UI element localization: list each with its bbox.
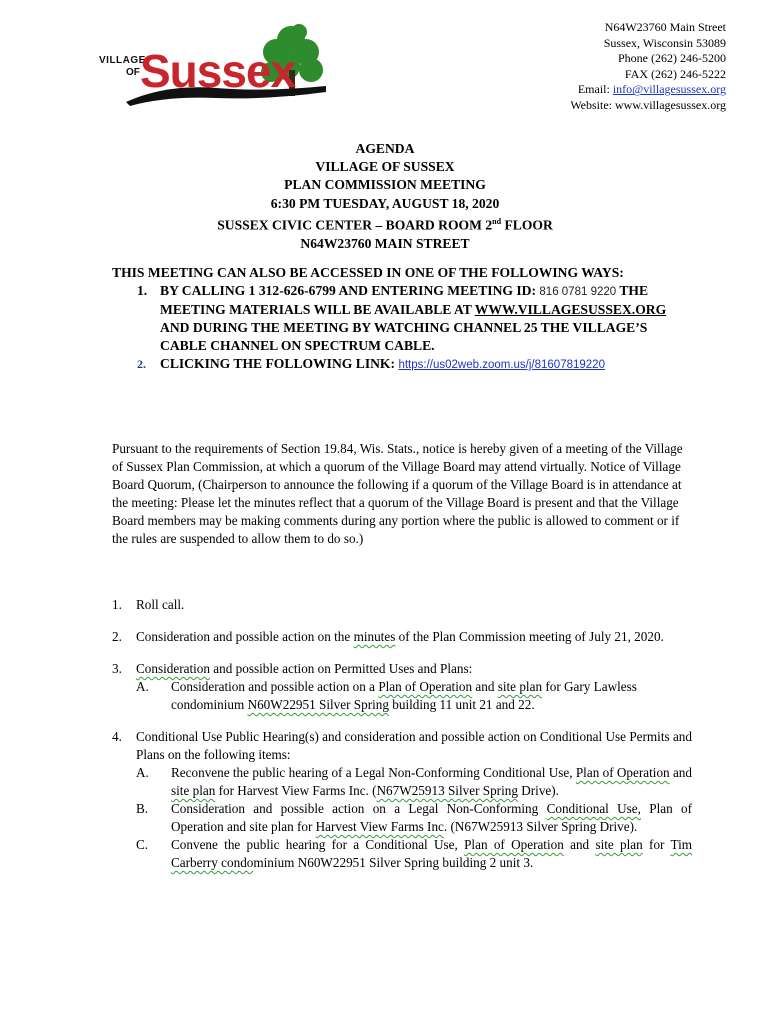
sub-item-text: Consideration and possible action on a Legal Non-Conforming — [171, 801, 547, 816]
agenda-item-minutes — [112, 628, 692, 646]
sub-item-underlined-text: Conditional Use, — [546, 801, 641, 816]
sub-item-text: for — [642, 837, 671, 852]
item-text: Consideration and possible action on the — [136, 629, 354, 644]
sub-item-letter: B. — [136, 801, 149, 816]
sub-item-text: for Gary Lawless condominium — [171, 679, 637, 712]
sub-item-letter: A. — [136, 679, 149, 694]
access-materials-text: THE MEETING MATERIALS WILL BE AVAILABLE AT — [160, 283, 649, 317]
logo-sussex-text: Sussex — [140, 45, 296, 97]
sub-item-3a — [136, 678, 692, 714]
village-logo — [96, 22, 332, 108]
sub-item-4a — [136, 764, 692, 800]
sub-item-letter: A. — [136, 765, 149, 780]
logo-of-text: OF — [126, 67, 140, 78]
logo-village-text: VILLAGE — [99, 55, 146, 66]
address-block — [570, 20, 726, 114]
item-underlined-text: minutes — [353, 629, 396, 644]
item-number: 4. — [112, 729, 122, 744]
sub-item-text: . (N67W25913 Silver Spring Drive). — [443, 819, 638, 834]
sub-item-4b — [136, 800, 692, 836]
access-item-phone — [112, 282, 692, 355]
agenda-item-conditional-use — [112, 728, 692, 872]
sub-item-text: and — [472, 679, 498, 694]
access-item-number: 2. — [137, 357, 146, 371]
item-number: 2. — [112, 629, 122, 644]
item-text: Conditional Use Public Hearing(s) and consideration and possible action on Conditional Use Permits and Plans on the following items: — [136, 729, 692, 762]
meeting-id: 816 0781 9220 — [539, 286, 617, 298]
item-text: and possible action on Permitted Uses and Plans: — [210, 661, 473, 676]
access-item-link — [112, 355, 692, 374]
item-underlined-text: Consideration — [136, 661, 210, 676]
email-link[interactable]: info@villagesussex.org — [612, 82, 726, 97]
title-location-floor: FLOOR — [501, 217, 553, 233]
access-link-text: CLICKING THE FOLLOWING LINK: — [160, 356, 396, 371]
access-channel-text: AND DURING THE MEETING BY WATCHING CHANNEL 25 THE VILLAGE’S CABLE CHANNEL ON SPECTRUM CABLE. — [160, 320, 648, 353]
access-list — [112, 282, 692, 374]
sub-item-text: for Harvest View Farms Inc. ( — [215, 783, 377, 798]
sub-item-underlined-text: Harvest View Farms Inc — [315, 819, 444, 834]
agenda-items — [112, 596, 692, 886]
sub-item-letter: C. — [136, 837, 149, 852]
access-item-number: 1. — [137, 283, 148, 298]
sub-item-text: Plan of Operation and site plan for — [171, 801, 692, 834]
sub-item-underlined-text: N67W25913 Silver Spring — [376, 783, 518, 798]
access-intro: THIS MEETING CAN ALSO BE ACCESSED IN ONE OF THE FOLLOWING WAYS: — [112, 265, 624, 280]
email-label: Email: — [577, 82, 610, 97]
sub-item-text: and — [669, 765, 692, 780]
title-datetime: 6:30 PM TUESDAY, AUGUST 18, 2020 — [270, 195, 500, 211]
sub-item-4c — [136, 836, 692, 872]
sub-item-text: Drive). — [517, 783, 559, 798]
item-number: 3. — [112, 661, 122, 676]
agenda-item-permitted-uses — [112, 660, 692, 714]
title-agenda: AGENDA — [355, 141, 415, 156]
sub-item-underlined-text: Plan of Operation — [378, 679, 473, 694]
sub-item-underlined-text: Plan of Operation — [575, 765, 670, 780]
access-instructions — [112, 264, 692, 374]
sub-item-underlined-text: Plan of Operation — [464, 837, 564, 852]
agenda-item-roll-call — [112, 596, 692, 614]
sub-item-underlined-text: site plan — [595, 837, 643, 852]
title-meeting: PLAN COMMISSION MEETING — [284, 177, 486, 193]
address-website: Website: www.villagesussex.org — [570, 97, 726, 112]
sub-item-text: minium N60W22951 Silver Spring building 2 unit 3. — [253, 855, 534, 870]
item-text: Roll call. — [136, 597, 185, 612]
address-street: N64W23760 Main Street — [604, 20, 726, 34]
title-location-sup: nd — [492, 216, 502, 226]
address-email-line — [570, 82, 726, 98]
title-location-text: SUSSEX CIVIC CENTER – BOARD ROOM 2 — [217, 217, 493, 233]
sub-item-underlined-text: site plan — [497, 679, 543, 694]
sub-item-underlined-text: N60W22951 Silver Spring — [247, 697, 389, 712]
sub-item-underlined-text: Tim Carberry condo — [171, 837, 692, 870]
sub-item-text: building 11 unit 21 and 22. — [388, 697, 535, 712]
quorum-notice: Pursuant to the requirements of Section 19.84, Wis. Stats., notice is hereby given of a meeting of the Village of Sussex Plan Commission, at which a quorum of the Village Board may attend virtually. Notice of Village Board Quorum, (Chairperson to announce the following if a quorum of the Village Board is in attendance at the meeting: Please let the minutes reflect that a quorum of the Village Board is present and that the Village Board members may be making comments during any portion where the public is allowed to comment or if the rules are suspended to allow them to do so.) — [112, 441, 683, 546]
title-village: VILLAGE OF SUSSEX — [315, 159, 455, 175]
zoom-link[interactable]: https://us02web.zoom.us/j/81607819220 — [398, 359, 605, 371]
sub-item-text: Reconvene the public hearing of a Legal Non-Conforming Conditional Use, — [171, 765, 576, 780]
item-text: of the Plan Commission meeting of July 21, 2020. — [395, 629, 664, 644]
sub-item-underlined-text: site plan — [171, 783, 216, 798]
title-location — [0, 213, 770, 235]
item-number: 1. — [112, 597, 122, 612]
sub-item-text: Convene the public hearing for a Conditional Use, — [171, 837, 465, 852]
address-fax: FAX (262) 246-5222 — [624, 66, 726, 81]
title-street: N64W23760 MAIN STREET — [300, 235, 470, 251]
sub-item-text: and — [563, 837, 596, 852]
address-phone: Phone (262) 246-5200 — [618, 51, 726, 66]
village-website-link[interactable]: WWW.VILLAGESUSSEX.ORG — [474, 302, 667, 317]
sub-item-text: Consideration and possible action on a — [171, 679, 379, 694]
agenda-title-block — [0, 140, 770, 253]
address-city: Sussex, Wisconsin 53089 — [603, 35, 726, 50]
access-phone-text: BY CALLING 1 312-626-6799 AND ENTERING MEETING ID: — [160, 283, 536, 298]
